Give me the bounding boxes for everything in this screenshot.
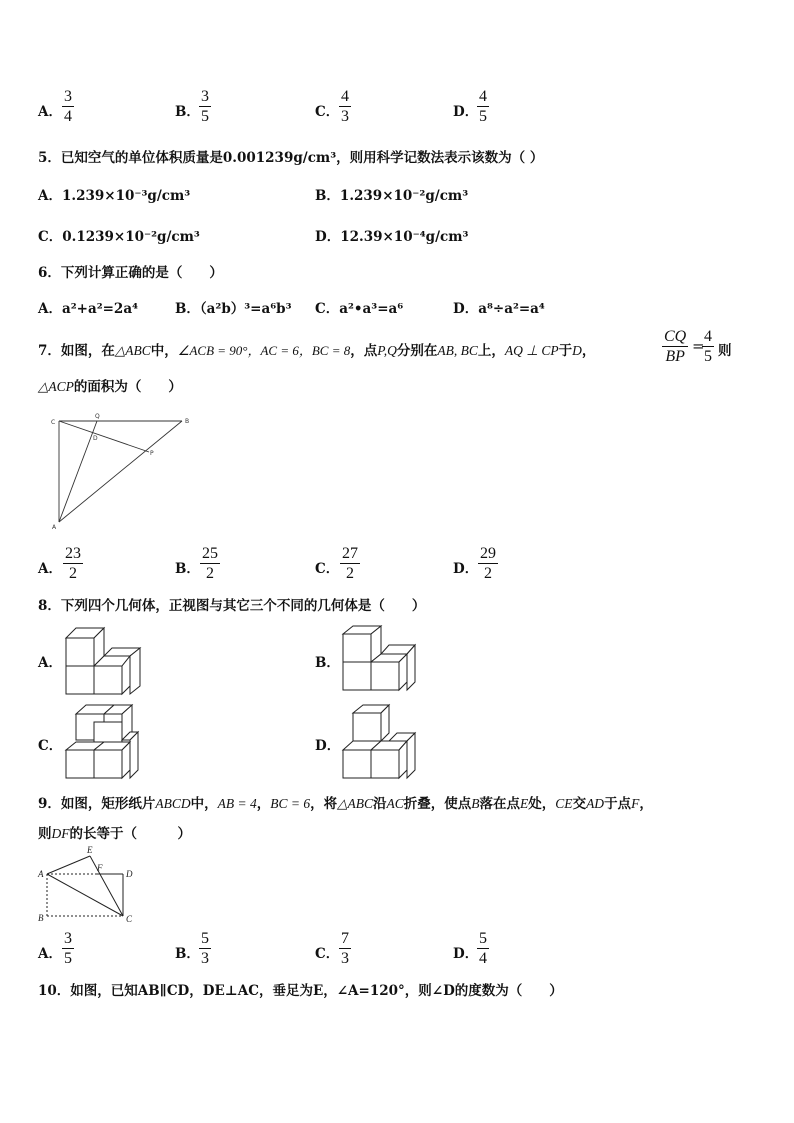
q7-label-q: Q — [95, 413, 100, 420]
q8-option-a-label: A． — [38, 655, 62, 671]
q9-option-b-label: B． — [175, 946, 200, 962]
q8-solid-d — [343, 705, 415, 778]
q7-option-d-label: D． — [453, 561, 479, 577]
q7-label-p: P — [150, 450, 154, 457]
q9-option-c-fraction: 7 3 — [341, 930, 349, 967]
q6-stem: 6．下列计算正确的是（ ） — [38, 265, 223, 281]
q9-option-b-fraction: 5 3 — [201, 930, 209, 967]
q4-option-a-fraction: 3 4 — [64, 88, 72, 125]
q9-label-a: A — [38, 869, 44, 879]
q7-option-d-fraction: 29 2 — [480, 545, 496, 582]
q7-option-c-fraction: 27 2 — [342, 545, 358, 582]
q4-option-c-label: C． — [315, 104, 340, 120]
q5-option-a: A．1.239×10⁻³g/cm³ — [38, 188, 191, 204]
q5-option-c: C．0.1239×10⁻²g/cm³ — [38, 229, 200, 245]
q7-label-d: D — [93, 435, 98, 442]
q9-option-a-label: A． — [38, 946, 62, 962]
q5-option-d: D．12.39×10⁻⁴g/cm³ — [315, 229, 469, 245]
q4-option-a-label: A． — [38, 104, 62, 120]
q4-option-d-label: D． — [453, 104, 479, 120]
q8-stem: 8．下列四个几何体，正视图与其它三个不同的几何体是（ ） — [38, 598, 426, 614]
q7-option-a-label: A． — [38, 561, 62, 577]
q7-ratio-fraction: CQ BP — [664, 328, 687, 365]
q9-option-d-label: D． — [453, 946, 479, 962]
q8-solid-a — [66, 628, 140, 694]
q8-option-b-label: B． — [315, 655, 340, 671]
q7-segment-ab — [59, 421, 182, 522]
q7-stem-line2: △ACP的面积为（ ） — [38, 379, 182, 395]
q7-segment-aq — [59, 421, 97, 522]
q7-segment-cp — [59, 421, 149, 452]
q5-stem: 5．已知空气的单位体积质量是0.001239g/cm³，则用科学记数法表示该数为（ ） — [38, 150, 544, 166]
q6-option-a: A．a²+a²=2a⁴ — [38, 301, 138, 317]
q8-solid-b — [343, 626, 415, 690]
q7-label-a: A — [52, 524, 57, 531]
q7-option-c-label: C． — [315, 561, 340, 577]
q8-solid-c — [66, 705, 138, 778]
q9-option-a-fraction: 3 5 — [64, 930, 72, 967]
q9-option-c-label: C． — [315, 946, 340, 962]
q9-segment-ac — [47, 874, 123, 916]
q9-label-f: F — [97, 863, 103, 873]
q4-option-b-fraction: 3 5 — [201, 88, 209, 125]
q6-option-d: D．a⁸÷a²=a⁴ — [453, 301, 545, 317]
q7-ratio-value: 4 5 — [704, 328, 712, 365]
q9-label-e: E — [87, 845, 93, 855]
q4-option-b-label: B． — [175, 104, 200, 120]
q7-option-b-fraction: 25 2 — [202, 545, 218, 582]
q9-label-b: B — [38, 913, 44, 923]
q9-stem-line1: 9．如图，矩形纸片ABCD中，AB = 4，BC = 6，将△ABC沿AC折叠，使点B落在点E处，CE交AD于点F， — [38, 796, 653, 812]
q7-option-a-fraction: 23 2 — [65, 545, 81, 582]
q9-segment-ec — [90, 856, 123, 916]
q7-equals-sign: = — [692, 337, 705, 355]
q7-stem-then: 则 — [718, 343, 732, 359]
q7-label-b: B — [185, 418, 190, 425]
q4-option-c-fraction: 4 3 — [341, 88, 349, 125]
q5-option-b: B．1.239×10⁻²g/cm³ — [315, 188, 469, 204]
q9-option-d-fraction: 5 4 — [479, 930, 487, 967]
q8-option-c-label: C． — [38, 738, 63, 754]
q6-option-b: B．（a²b）³=a⁶b³ — [175, 301, 292, 317]
q7-option-b-label: B． — [175, 561, 200, 577]
q9-stem-line2: 则DF的长等于（ ） — [38, 826, 191, 842]
q9-label-c: C — [126, 914, 133, 924]
q6-option-c: C．a²•a³=a⁶ — [315, 301, 404, 317]
q10-stem: 10．如图，已知AB∥CD，DE⊥AC，垂足为E，∠A=120°，则∠D的度数为（ ） — [38, 983, 563, 999]
q8-option-d-label: D． — [315, 738, 341, 754]
q9-label-d: D — [126, 869, 133, 879]
q9-segment-ae — [47, 856, 90, 874]
q7-stem-line1: 7．如图，在△ABC中，∠ACB = 90°，AC = 6，BC = 8，点P,Q分别在AB, BC上，AQ ⊥ CP于D， — [38, 343, 596, 359]
q4-option-d-fraction: 4 5 — [479, 88, 487, 125]
q7-label-c: C — [51, 419, 56, 426]
